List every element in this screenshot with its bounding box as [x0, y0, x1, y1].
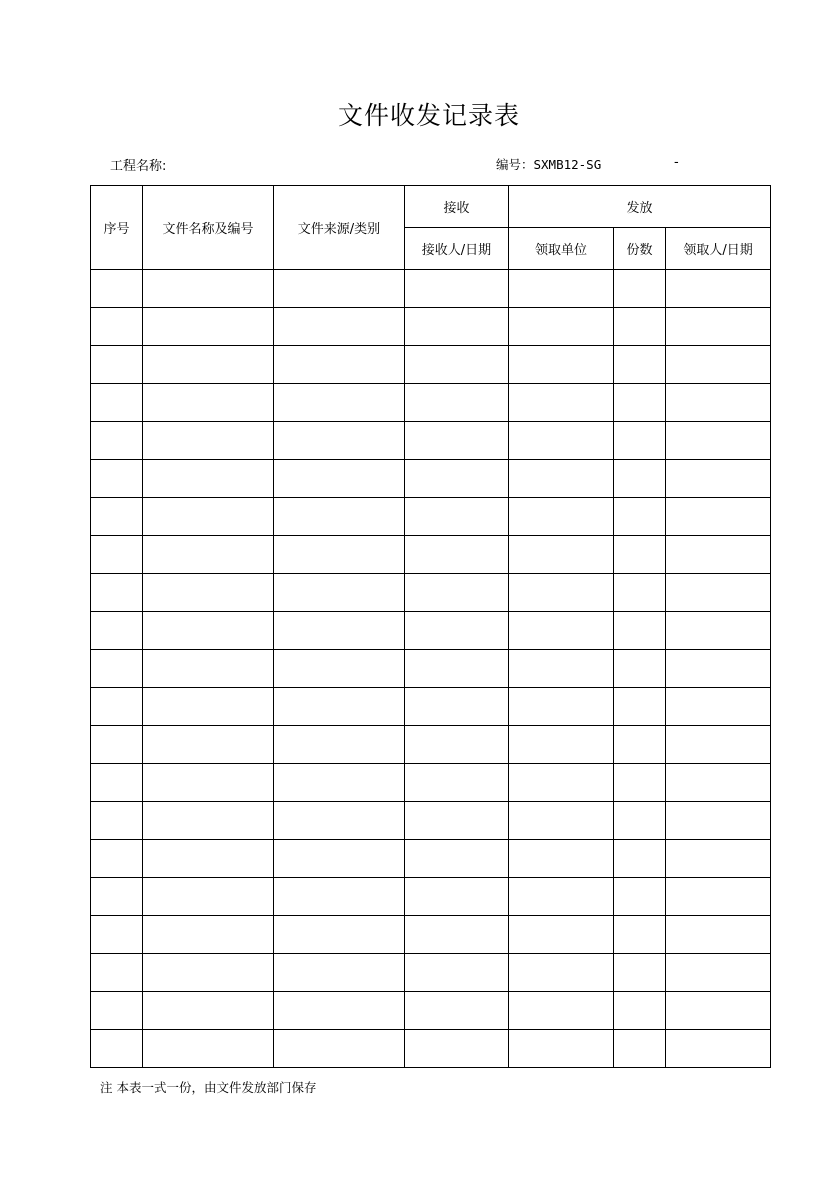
- cell-receiver-date[interactable]: [405, 536, 509, 574]
- cell-recipient-date[interactable]: [666, 536, 771, 574]
- table-row: [91, 954, 771, 992]
- cell-copies[interactable]: [614, 992, 666, 1030]
- cell-recipient-date[interactable]: [666, 384, 771, 422]
- cell-recipient-date[interactable]: [666, 954, 771, 992]
- header-receive-group: 接收: [405, 186, 509, 228]
- cell-recv-unit[interactable]: [509, 992, 614, 1030]
- cell-recipient-date[interactable]: [666, 460, 771, 498]
- cell-copies[interactable]: [614, 840, 666, 878]
- footnote: 注 本表一式一份，由文件发放部门保存: [100, 1080, 317, 1095]
- cell-copies[interactable]: [614, 422, 666, 460]
- cell-seq[interactable]: [91, 460, 143, 498]
- table-row: [91, 384, 771, 422]
- cell-source[interactable]: [274, 726, 405, 764]
- header-copies: 份数: [614, 228, 666, 270]
- cell-doc-name[interactable]: [143, 536, 274, 574]
- cell-source[interactable]: [274, 422, 405, 460]
- cell-receiver-date[interactable]: [405, 878, 509, 916]
- project-name-label: 工程名称:: [110, 159, 167, 174]
- cell-source[interactable]: [274, 574, 405, 612]
- cell-doc-name[interactable]: [143, 346, 274, 384]
- cell-copies[interactable]: [614, 612, 666, 650]
- header-doc-name: 文件名称及编号: [143, 186, 274, 270]
- cell-receiver-date[interactable]: [405, 308, 509, 346]
- cell-recipient-date[interactable]: [666, 802, 771, 840]
- cell-recv-unit[interactable]: [509, 612, 614, 650]
- table-row: [91, 1030, 771, 1068]
- cell-seq[interactable]: [91, 916, 143, 954]
- cell-recv-unit[interactable]: [509, 460, 614, 498]
- cell-recv-unit[interactable]: [509, 346, 614, 384]
- cell-recipient-date[interactable]: [666, 916, 771, 954]
- cell-recv-unit[interactable]: [509, 688, 614, 726]
- cell-copies[interactable]: [614, 916, 666, 954]
- cell-seq[interactable]: [91, 1030, 143, 1068]
- cell-seq[interactable]: [91, 384, 143, 422]
- cell-recipient-date[interactable]: [666, 308, 771, 346]
- table-row: [91, 346, 771, 384]
- cell-recipient-date[interactable]: [666, 346, 771, 384]
- cell-receiver-date[interactable]: [405, 802, 509, 840]
- cell-seq[interactable]: [91, 878, 143, 916]
- form-code-label: 编号：SXMB12-SG: [496, 157, 602, 172]
- cell-doc-name[interactable]: [143, 916, 274, 954]
- cell-source[interactable]: [274, 460, 405, 498]
- form-code-suffix: -: [674, 155, 679, 170]
- cell-seq[interactable]: [91, 726, 143, 764]
- cell-recv-unit[interactable]: [509, 878, 614, 916]
- cell-doc-name[interactable]: [143, 802, 274, 840]
- cell-receiver-date[interactable]: [405, 954, 509, 992]
- header-source: 文件来源/类别: [274, 186, 405, 270]
- cell-seq[interactable]: [91, 536, 143, 574]
- header-dispatch-group: 发放: [509, 186, 771, 228]
- cell-recv-unit[interactable]: [509, 308, 614, 346]
- cell-recipient-date[interactable]: [666, 612, 771, 650]
- cell-copies[interactable]: [614, 346, 666, 384]
- cell-recv-unit[interactable]: [509, 764, 614, 802]
- cell-copies[interactable]: [614, 460, 666, 498]
- cell-receiver-date[interactable]: [405, 688, 509, 726]
- cell-recipient-date[interactable]: [666, 840, 771, 878]
- cell-recipient-date[interactable]: [666, 498, 771, 536]
- cell-copies[interactable]: [614, 650, 666, 688]
- cell-recv-unit[interactable]: [509, 270, 614, 308]
- cell-doc-name[interactable]: [143, 498, 274, 536]
- cell-recipient-date[interactable]: [666, 878, 771, 916]
- cell-receiver-date[interactable]: [405, 574, 509, 612]
- cell-receiver-date[interactable]: [405, 612, 509, 650]
- cell-source[interactable]: [274, 878, 405, 916]
- cell-source[interactable]: [274, 650, 405, 688]
- table-row: [91, 574, 771, 612]
- cell-recv-unit[interactable]: [509, 422, 614, 460]
- cell-source[interactable]: [274, 384, 405, 422]
- cell-recv-unit[interactable]: [509, 498, 614, 536]
- record-table-body: [91, 270, 771, 1068]
- cell-doc-name[interactable]: [143, 954, 274, 992]
- cell-recv-unit[interactable]: [509, 650, 614, 688]
- cell-recipient-date[interactable]: [666, 650, 771, 688]
- cell-copies[interactable]: [614, 308, 666, 346]
- cell-source[interactable]: [274, 270, 405, 308]
- cell-copies[interactable]: [614, 1030, 666, 1068]
- cell-recv-unit[interactable]: [509, 1030, 614, 1068]
- header-seq: 序号: [91, 186, 143, 270]
- cell-source[interactable]: [274, 916, 405, 954]
- table-row: [91, 308, 771, 346]
- cell-copies[interactable]: [614, 878, 666, 916]
- cell-seq[interactable]: [91, 954, 143, 992]
- cell-seq[interactable]: [91, 688, 143, 726]
- table-row: [91, 536, 771, 574]
- cell-recipient-date[interactable]: [666, 574, 771, 612]
- table-row: [91, 878, 771, 916]
- cell-source[interactable]: [274, 1030, 405, 1068]
- cell-doc-name[interactable]: [143, 726, 274, 764]
- cell-receiver-date[interactable]: [405, 460, 509, 498]
- table-row: [91, 270, 771, 308]
- cell-receiver-date[interactable]: [405, 422, 509, 460]
- cell-receiver-date[interactable]: [405, 346, 509, 384]
- cell-doc-name[interactable]: [143, 574, 274, 612]
- table-row: [91, 726, 771, 764]
- cell-receiver-date[interactable]: [405, 726, 509, 764]
- table-row: [91, 498, 771, 536]
- cell-recipient-date[interactable]: [666, 688, 771, 726]
- cell-receiver-date[interactable]: [405, 916, 509, 954]
- table-row: [91, 422, 771, 460]
- cell-doc-name[interactable]: [143, 992, 274, 1030]
- cell-copies[interactable]: [614, 270, 666, 308]
- cell-recipient-date[interactable]: [666, 726, 771, 764]
- cell-doc-name[interactable]: [143, 308, 274, 346]
- cell-recipient-date[interactable]: [666, 422, 771, 460]
- cell-recv-unit[interactable]: [509, 726, 614, 764]
- cell-source[interactable]: [274, 612, 405, 650]
- page-title: 文件收发记录表: [337, 101, 520, 130]
- cell-source[interactable]: [274, 764, 405, 802]
- cell-source[interactable]: [274, 536, 405, 574]
- cell-copies[interactable]: [614, 688, 666, 726]
- cell-receiver-date[interactable]: [405, 650, 509, 688]
- cell-seq[interactable]: [91, 498, 143, 536]
- cell-recv-unit[interactable]: [509, 802, 614, 840]
- cell-source[interactable]: [274, 802, 405, 840]
- cell-copies[interactable]: [614, 384, 666, 422]
- table-row: [91, 650, 771, 688]
- cell-seq[interactable]: [91, 346, 143, 384]
- table-row: [91, 840, 771, 878]
- cell-doc-name[interactable]: [143, 688, 274, 726]
- cell-seq[interactable]: [91, 650, 143, 688]
- cell-receiver-date[interactable]: [405, 1030, 509, 1068]
- cell-doc-name[interactable]: [143, 612, 274, 650]
- header-recipient-date: 领取人/日期: [666, 228, 771, 270]
- cell-doc-name[interactable]: [143, 270, 274, 308]
- table-row: [91, 764, 771, 802]
- cell-doc-name[interactable]: [143, 650, 274, 688]
- cell-source[interactable]: [274, 992, 405, 1030]
- cell-recv-unit[interactable]: [509, 536, 614, 574]
- cell-seq[interactable]: [91, 764, 143, 802]
- cell-seq[interactable]: [91, 840, 143, 878]
- cell-copies[interactable]: [614, 954, 666, 992]
- cell-recipient-date[interactable]: [666, 270, 771, 308]
- cell-receiver-date[interactable]: [405, 840, 509, 878]
- cell-seq[interactable]: [91, 308, 143, 346]
- cell-recv-unit[interactable]: [509, 574, 614, 612]
- cell-copies[interactable]: [614, 536, 666, 574]
- cell-copies[interactable]: [614, 764, 666, 802]
- cell-seq[interactable]: [91, 574, 143, 612]
- cell-doc-name[interactable]: [143, 384, 274, 422]
- table-row: [91, 688, 771, 726]
- cell-copies[interactable]: [614, 802, 666, 840]
- record-table: [90, 185, 771, 1068]
- cell-doc-name[interactable]: [143, 422, 274, 460]
- cell-receiver-date[interactable]: [405, 498, 509, 536]
- cell-recv-unit[interactable]: [509, 384, 614, 422]
- table-row: [91, 460, 771, 498]
- cell-seq[interactable]: [91, 270, 143, 308]
- cell-receiver-date[interactable]: [405, 992, 509, 1030]
- cell-doc-name[interactable]: [143, 840, 274, 878]
- cell-doc-name[interactable]: [143, 764, 274, 802]
- cell-recv-unit[interactable]: [509, 916, 614, 954]
- cell-recv-unit[interactable]: [509, 840, 614, 878]
- header-recv-unit: 领取单位: [509, 228, 614, 270]
- table-row: [91, 612, 771, 650]
- table-row: [91, 916, 771, 954]
- cell-source[interactable]: [274, 308, 405, 346]
- cell-source[interactable]: [274, 498, 405, 536]
- table-row: [91, 992, 771, 1030]
- cell-doc-name[interactable]: [143, 460, 274, 498]
- cell-recipient-date[interactable]: [666, 1030, 771, 1068]
- cell-source[interactable]: [274, 688, 405, 726]
- cell-copies[interactable]: [614, 726, 666, 764]
- cell-doc-name[interactable]: [143, 878, 274, 916]
- cell-doc-name[interactable]: [143, 1030, 274, 1068]
- cell-source[interactable]: [274, 346, 405, 384]
- cell-receiver-date[interactable]: [405, 270, 509, 308]
- cell-source[interactable]: [274, 954, 405, 992]
- cell-seq[interactable]: [91, 802, 143, 840]
- header-receiver-date: 接收人/日期: [405, 228, 509, 270]
- cell-seq[interactable]: [91, 612, 143, 650]
- cell-seq[interactable]: [91, 992, 143, 1030]
- cell-receiver-date[interactable]: [405, 384, 509, 422]
- cell-copies[interactable]: [614, 574, 666, 612]
- cell-source[interactable]: [274, 840, 405, 878]
- cell-recipient-date[interactable]: [666, 764, 771, 802]
- table-row: [91, 802, 771, 840]
- cell-copies[interactable]: [614, 498, 666, 536]
- cell-seq[interactable]: [91, 422, 143, 460]
- cell-recipient-date[interactable]: [666, 992, 771, 1030]
- cell-receiver-date[interactable]: [405, 764, 509, 802]
- cell-recv-unit[interactable]: [509, 954, 614, 992]
